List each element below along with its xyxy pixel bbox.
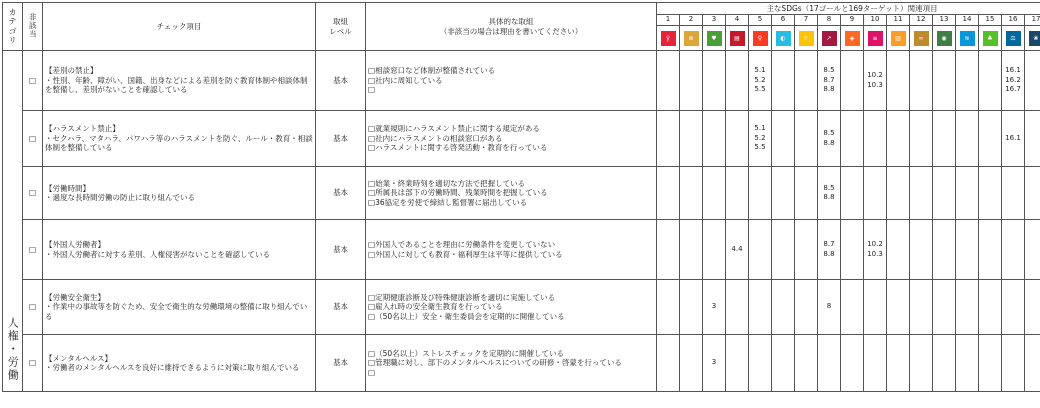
sdg-target-cell-7 xyxy=(795,335,818,392)
category-label: 人権・労働 xyxy=(8,317,18,382)
sdg-target-cell-11 xyxy=(887,51,910,111)
sdg-target-cell-14 xyxy=(956,167,979,220)
sdg-goal-13-cell xyxy=(933,26,956,51)
check-item-title: 【労働安全衛生】 xyxy=(45,293,313,303)
sdg-target-cell-17 xyxy=(1025,167,1040,220)
level-header: 取組 レベル xyxy=(316,3,366,51)
sdg-goal-16-icon: ⚖ xyxy=(1006,31,1021,46)
level-cell: 基本 xyxy=(316,280,366,335)
sdg-target-cell-7 xyxy=(795,280,818,335)
sdg-number-10: 10 xyxy=(864,15,887,26)
sdg-number-6: 6 xyxy=(772,15,795,26)
sdg-number-7: 7 xyxy=(795,15,818,26)
sdg-target-cell-15 xyxy=(979,167,1002,220)
sdg-target-cell-3 xyxy=(703,51,726,111)
sdg-target-cell-7 xyxy=(795,111,818,167)
sdg-target-cell-13 xyxy=(933,51,956,111)
action-checkbox-item[interactable]: □雇入れ時の安全衛生教育を行っている xyxy=(368,302,654,312)
level-cell: 基本 xyxy=(316,220,366,280)
sdg-goal-9-cell xyxy=(841,26,864,51)
sdg-target-value: 5.1 xyxy=(751,66,769,76)
actions-cell xyxy=(366,167,657,220)
check-item-cell xyxy=(43,280,316,335)
sdg-target-cell-1 xyxy=(657,167,680,220)
action-checkbox-item[interactable]: □就業規則にハラスメント禁止に関する規定がある xyxy=(368,124,654,134)
sdg-target-cell-15 xyxy=(979,51,1002,111)
sdg-goal-1-icon: ŷ xyxy=(661,31,676,46)
sdg-target-cell-1 xyxy=(657,335,680,392)
sdg-target-cell-16 xyxy=(1002,335,1025,392)
not-applicable-checkbox[interactable]: □ xyxy=(23,111,43,167)
sdg-target-cell-4 xyxy=(726,280,749,335)
checklist-row xyxy=(3,167,1040,220)
sdg-goal-11-icon: ▥ xyxy=(891,31,906,46)
sdg-target-cell-15 xyxy=(979,280,1002,335)
sdg-target-cell-12 xyxy=(910,220,933,280)
sdg-target-value: 10.2 xyxy=(866,240,884,250)
sdg-number-5: 5 xyxy=(749,15,772,26)
sdg-goal-14-cell xyxy=(956,26,979,51)
sdg-target-value: 16.1 xyxy=(1004,134,1022,144)
action-checkbox-item[interactable]: □相談窓口など体制が整備されている xyxy=(368,66,654,76)
sdg-target-cell-17 xyxy=(1025,280,1040,335)
sdg-target-cell-8 xyxy=(818,280,841,335)
sdg-target-cell-5 xyxy=(749,220,772,280)
sdg-target-cell-12 xyxy=(910,335,933,392)
sdg-goal-7-cell xyxy=(795,26,818,51)
sdg-target-cell-9 xyxy=(841,167,864,220)
sdg-target-cell-8 xyxy=(818,51,841,111)
sdg-target-cell-1 xyxy=(657,111,680,167)
sdg-number-14: 14 xyxy=(956,15,979,26)
action-checkbox-item[interactable]: □管理職に対し、部下のメンタルヘルスについての研修・啓蒙を行っている xyxy=(368,358,654,368)
action-checkbox-item[interactable]: □ xyxy=(368,85,654,95)
sdg-target-value: 10.3 xyxy=(866,81,884,91)
sdg-target-cell-13 xyxy=(933,280,956,335)
sdg-goal-14-icon: ≋ xyxy=(960,31,975,46)
checklist-row xyxy=(3,51,1040,111)
sdg-target-cell-7 xyxy=(795,167,818,220)
sdg-target-cell-16 xyxy=(1002,167,1025,220)
check-item-description: ・セクハラ、マタハラ、パワハラ等のハラスメントを防ぐ、ルール・教育・相談体制を整備している xyxy=(45,134,313,153)
sdg-target-cell-8 xyxy=(818,220,841,280)
sdg-goal-1-cell xyxy=(657,26,680,51)
sdg-target-cell-9 xyxy=(841,280,864,335)
sdg-target-value: 8.8 xyxy=(820,250,838,260)
sdg-target-cell-13 xyxy=(933,335,956,392)
sdg-number-2: 2 xyxy=(680,15,703,26)
not-applicable-checkbox[interactable]: □ xyxy=(23,335,43,392)
not-applicable-checkbox[interactable]: □ xyxy=(23,280,43,335)
sdg-target-cell-5 xyxy=(749,111,772,167)
action-checkbox-item[interactable]: □社内に周知している xyxy=(368,76,654,86)
check-item-description: ・過度な長時間労働の防止に取り組んでいる xyxy=(45,193,313,203)
sdg-target-cell-2 xyxy=(680,111,703,167)
sdg-target-cell-15 xyxy=(979,111,1002,167)
check-item-title: 【差別の禁止】 xyxy=(45,66,313,76)
sdg-number-4: 4 xyxy=(726,15,749,26)
sdg-target-cell-2 xyxy=(680,280,703,335)
sdg-target-cell-17 xyxy=(1025,51,1040,111)
sdg-target-value: 5.1 xyxy=(751,124,769,134)
checklist-row xyxy=(3,335,1040,392)
sdg-target-cell-10 xyxy=(864,335,887,392)
sdg-goal-11-cell xyxy=(887,26,910,51)
sdg-target-value: 5.5 xyxy=(751,143,769,153)
sdg-target-cell-9 xyxy=(841,220,864,280)
check-item-title: 【労働時間】 xyxy=(45,184,313,194)
sdg-goal-16-cell xyxy=(1002,26,1025,51)
sdg-target-cell-12 xyxy=(910,167,933,220)
sdg-target-cell-1 xyxy=(657,280,680,335)
sdg-target-cell-6 xyxy=(772,111,795,167)
check-item-description: ・外国人労働者に対する差別、人権侵害がないことを確認している xyxy=(45,250,313,260)
not-applicable-checkbox[interactable]: □ xyxy=(23,220,43,280)
sdg-number-8: 8 xyxy=(818,15,841,26)
not-applicable-header: 非該当 xyxy=(23,3,43,51)
sdg-goal-9-icon: ◈ xyxy=(845,31,860,46)
sdg-goal-12-cell xyxy=(910,26,933,51)
sdg-number-17: 17 xyxy=(1025,15,1040,26)
sdg-target-value: 8.7 xyxy=(820,240,838,250)
sdg-target-value: 16.2 xyxy=(1004,76,1022,86)
sdgs-checklist-table xyxy=(2,2,1040,392)
check-item-cell xyxy=(43,335,316,392)
sdg-goal-12-icon: ∞ xyxy=(914,31,929,46)
sdg-target-value: 16.1 xyxy=(1004,66,1022,76)
sdg-target-value: 5.5 xyxy=(751,85,769,95)
action-checkbox-item[interactable]: □社内にハラスメントの相談窓口がある xyxy=(368,134,654,144)
sdg-number-12: 12 xyxy=(910,15,933,26)
check-item-title: 【ハラスメント禁止】 xyxy=(45,124,313,134)
category-cell xyxy=(3,51,23,392)
sdg-target-cell-11 xyxy=(887,111,910,167)
action-checkbox-item[interactable]: □（50名以上）ストレスチェックを定期的に開催している xyxy=(368,349,654,359)
sdg-target-cell-14 xyxy=(956,335,979,392)
sdg-target-cell-2 xyxy=(680,51,703,111)
sdg-goal-15-icon: ♣ xyxy=(983,31,998,46)
sdg-goal-8-icon: ↗ xyxy=(822,31,837,46)
sdg-target-value: 16.7 xyxy=(1004,85,1022,95)
check-item-cell xyxy=(43,51,316,111)
sdg-target-cell-6 xyxy=(772,335,795,392)
sdg-target-value: 10.2 xyxy=(866,71,884,81)
sdg-target-cell-5 xyxy=(749,51,772,111)
sdg-target-cell-15 xyxy=(979,220,1002,280)
sdg-target-value: 8.8 xyxy=(820,193,838,203)
sdg-target-value: 8.5 xyxy=(820,184,838,194)
sdg-target-cell-14 xyxy=(956,111,979,167)
sdg-target-cell-3 xyxy=(703,167,726,220)
actions-cell xyxy=(366,51,657,111)
sdg-target-cell-4 xyxy=(726,51,749,111)
action-checkbox-item[interactable]: □定期健康診断及び特殊健康診断を適切に実施している xyxy=(368,293,654,303)
sdg-goal-7-icon: ☼ xyxy=(799,31,814,46)
sdg-target-cell-4 xyxy=(726,335,749,392)
sdg-target-value: 10.3 xyxy=(866,250,884,260)
sdg-target-cell-3 xyxy=(703,335,726,392)
checklist-row xyxy=(3,280,1040,335)
sdg-number-15: 15 xyxy=(979,15,1002,26)
sdg-target-cell-5 xyxy=(749,280,772,335)
action-checkbox-item[interactable]: □36協定を労使で締結し監督署に届出している xyxy=(368,198,654,208)
sdg-goal-4-cell xyxy=(726,26,749,51)
sdg-target-cell-16 xyxy=(1002,51,1025,111)
check-item-title: 【外国人労働者】 xyxy=(45,240,313,250)
check-item-title: 【メンタルヘルス】 xyxy=(45,354,313,364)
action-checkbox-item[interactable]: □（50名以上）安全・衛生委員会を定期的に開催している xyxy=(368,312,654,322)
sdg-goal-17-icon: ❀ xyxy=(1029,31,1040,46)
sdg-target-cell-9 xyxy=(841,51,864,111)
sdg-target-value: 8 xyxy=(820,302,838,312)
sdg-target-cell-8 xyxy=(818,167,841,220)
sdg-target-value: 4.4 xyxy=(728,245,746,255)
sdg-target-cell-17 xyxy=(1025,335,1040,392)
sdg-target-cell-17 xyxy=(1025,111,1040,167)
sdgs-title: 主なSDGs（17ゴールと169ターゲット）関連項目 xyxy=(657,3,1040,15)
sdg-target-cell-3 xyxy=(703,220,726,280)
category-header: カテゴリ xyxy=(3,3,23,51)
sdg-goal-10-cell xyxy=(864,26,887,51)
sdg-number-3: 3 xyxy=(703,15,726,26)
sdg-goal-8-cell xyxy=(818,26,841,51)
sdg-target-cell-4 xyxy=(726,111,749,167)
level-cell: 基本 xyxy=(316,167,366,220)
sdg-goal-3-icon: ♥ xyxy=(707,31,722,46)
sdg-target-value: 3 xyxy=(705,358,723,368)
check-item-description: ・労働者のメンタルヘルスを良好に維持できるように対策に取り組んでいる xyxy=(45,363,313,373)
sdg-goal-17-cell xyxy=(1025,26,1040,51)
sdg-target-cell-9 xyxy=(841,335,864,392)
sdg-target-cell-10 xyxy=(864,111,887,167)
sdg-goal-2-icon: ⊚ xyxy=(684,31,699,46)
check-item-description: ・性別、年齢、障がい、国籍、出身などによる差別を防ぐ教育体制や相談体制を整備し、差別がないことを確認している xyxy=(45,76,313,95)
sdg-number-9: 9 xyxy=(841,15,864,26)
sdg-target-cell-10 xyxy=(864,167,887,220)
not-applicable-checkbox[interactable]: □ xyxy=(23,51,43,111)
sdg-target-cell-15 xyxy=(979,335,1002,392)
sdg-target-value: 3 xyxy=(705,302,723,312)
sdg-target-cell-12 xyxy=(910,280,933,335)
level-cell: 基本 xyxy=(316,51,366,111)
sdg-target-cell-17 xyxy=(1025,220,1040,280)
sdg-target-value: 8.5 xyxy=(820,66,838,76)
sdg-number-11: 11 xyxy=(887,15,910,26)
sdg-target-cell-11 xyxy=(887,335,910,392)
sdg-target-cell-10 xyxy=(864,280,887,335)
sdg-goal-3-cell xyxy=(703,26,726,51)
check-item-cell xyxy=(43,220,316,280)
action-checkbox-item[interactable]: □ xyxy=(368,368,654,378)
check-item-cell xyxy=(43,111,316,167)
sdg-target-cell-11 xyxy=(887,167,910,220)
sdg-target-value: 8.7 xyxy=(820,76,838,86)
sdg-target-cell-7 xyxy=(795,220,818,280)
sdg-goal-5-cell xyxy=(749,26,772,51)
sdg-goal-10-icon: ≡ xyxy=(868,31,883,46)
checklist-row xyxy=(3,220,1040,280)
sdg-number-16: 16 xyxy=(1002,15,1025,26)
sdg-target-cell-3 xyxy=(703,111,726,167)
action-checkbox-item[interactable]: □ハラスメントに関する啓発活動・教育を行っている xyxy=(368,143,654,153)
sdg-target-cell-8 xyxy=(818,111,841,167)
sdg-goal-6-cell xyxy=(772,26,795,51)
check-item-description: ・作業中の事故等を防ぐため、安全で衛生的な労働環境の整備に取り組んでいる xyxy=(45,302,313,321)
sdg-target-cell-14 xyxy=(956,51,979,111)
sdg-target-cell-10 xyxy=(864,220,887,280)
sdg-target-cell-16 xyxy=(1002,280,1025,335)
sdg-target-cell-13 xyxy=(933,220,956,280)
sdg-target-cell-5 xyxy=(749,335,772,392)
sdg-target-cell-5 xyxy=(749,167,772,220)
sdg-target-cell-16 xyxy=(1002,220,1025,280)
sdg-target-cell-13 xyxy=(933,167,956,220)
sdg-target-cell-2 xyxy=(680,167,703,220)
sdg-target-value: 5.2 xyxy=(751,76,769,86)
sdg-target-cell-13 xyxy=(933,111,956,167)
sdg-target-cell-2 xyxy=(680,335,703,392)
sdg-target-cell-11 xyxy=(887,280,910,335)
not-applicable-checkbox[interactable]: □ xyxy=(23,167,43,220)
check-item-cell xyxy=(43,167,316,220)
sdg-target-cell-12 xyxy=(910,111,933,167)
sdg-target-cell-2 xyxy=(680,220,703,280)
actions-cell xyxy=(366,220,657,280)
actions-cell xyxy=(366,335,657,392)
action-checkbox-item[interactable]: □外国人に対しても教育・福利厚生は平等に提供している xyxy=(368,250,654,260)
sdg-target-value: 8.5 xyxy=(820,129,838,139)
level-cell: 基本 xyxy=(316,111,366,167)
sdg-target-cell-16 xyxy=(1002,111,1025,167)
sdg-number-13: 13 xyxy=(933,15,956,26)
sdg-target-cell-6 xyxy=(772,51,795,111)
action-checkbox-item[interactable]: □所属長は部下の労働時間、残業時間を把握している xyxy=(368,188,654,198)
sdg-target-value: 8.8 xyxy=(820,139,838,149)
actions-header: 具体的な取組 （非該当の場合は理由を書いてください） xyxy=(366,3,657,51)
actions-cell xyxy=(366,111,657,167)
sdg-target-cell-4 xyxy=(726,167,749,220)
actions-cell xyxy=(366,280,657,335)
level-cell: 基本 xyxy=(316,335,366,392)
sdg-target-cell-1 xyxy=(657,220,680,280)
sdg-goal-15-cell xyxy=(979,26,1002,51)
sdg-goal-2-cell xyxy=(680,26,703,51)
sdg-number-1: 1 xyxy=(657,15,680,26)
action-checkbox-item[interactable]: □始業・終業時刻を適切な方法で把握している xyxy=(368,179,654,189)
check-item-header: チェック項目 xyxy=(43,3,316,51)
sdg-target-cell-6 xyxy=(772,280,795,335)
sdg-target-cell-4 xyxy=(726,220,749,280)
checklist-row xyxy=(3,111,1040,167)
sdg-target-value: 8.8 xyxy=(820,85,838,95)
sdg-target-cell-12 xyxy=(910,51,933,111)
sdg-goal-13-icon: ◉ xyxy=(937,31,952,46)
sdg-goal-5-icon: ♀ xyxy=(753,31,768,46)
sdg-target-cell-3 xyxy=(703,280,726,335)
sdg-goal-6-icon: ◐ xyxy=(776,31,791,46)
sdg-target-cell-10 xyxy=(864,51,887,111)
sdg-target-cell-6 xyxy=(772,167,795,220)
sdg-target-cell-14 xyxy=(956,220,979,280)
sdg-target-value: 5.2 xyxy=(751,134,769,144)
sdg-goal-4-icon: ▤ xyxy=(730,31,745,46)
sdg-target-cell-7 xyxy=(795,51,818,111)
action-checkbox-item[interactable]: □外国人であることを理由に労働条件を変更していない xyxy=(368,240,654,250)
sdg-target-cell-9 xyxy=(841,111,864,167)
sdg-target-cell-8 xyxy=(818,335,841,392)
sdg-target-cell-6 xyxy=(772,220,795,280)
sdg-target-cell-14 xyxy=(956,280,979,335)
sdg-target-cell-11 xyxy=(887,220,910,280)
sdg-target-cell-1 xyxy=(657,51,680,111)
